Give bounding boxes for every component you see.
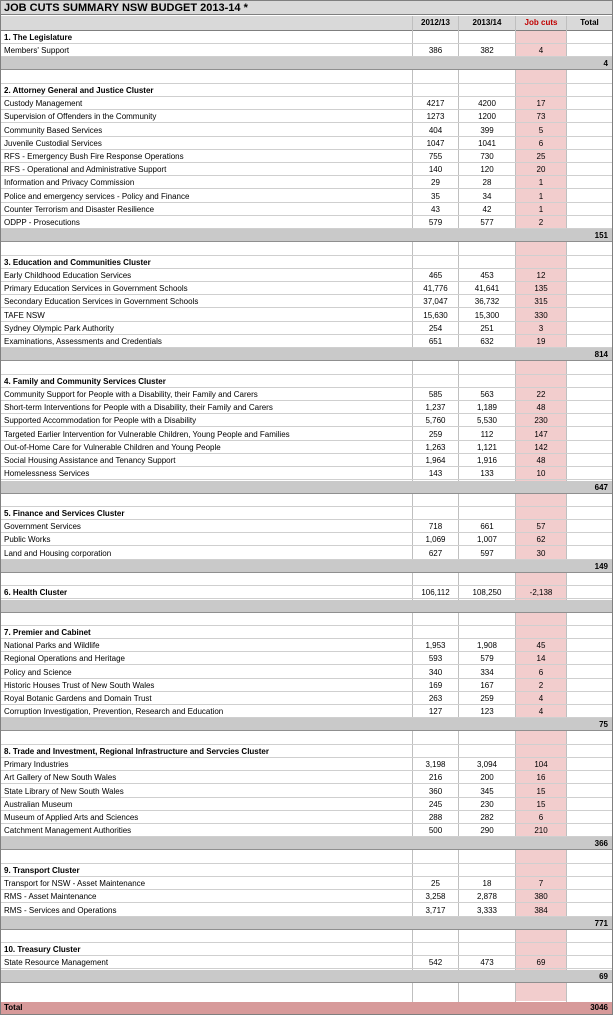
table-row: [1, 428, 612, 441]
cell-2012-13: 651: [428, 337, 443, 347]
spacer-row: [1, 851, 612, 864]
cell-job-cuts: 315: [534, 297, 548, 307]
table-row: [1, 282, 612, 295]
cell-2013-14: 577: [480, 218, 494, 228]
section-title: 3. Education and Communities Cluster: [4, 257, 151, 267]
row-label: Royal Botanic Gardens and Domain Trust: [4, 694, 152, 703]
section-subtotal: 647: [594, 482, 608, 492]
cell-2013-14: 282: [480, 813, 494, 822]
cell-job-cuts: 210: [534, 826, 548, 836]
cell-job-cuts: -2,138: [529, 588, 553, 598]
section-subtotal: 75: [599, 720, 608, 730]
section-title: 1. The Legislature: [4, 33, 73, 42]
section-subtotal: 366: [594, 839, 608, 849]
cell-2013-14: 334: [480, 667, 494, 677]
row-label: Short-term Interventions for People with a Disability, their Family and Carers: [4, 403, 273, 413]
cell-job-cuts: 2: [538, 680, 544, 690]
table-row: [1, 44, 612, 57]
cell-2012-13: 1,237: [425, 403, 446, 413]
cell-job-cuts: 16: [536, 773, 546, 783]
spacer-row: [1, 362, 612, 375]
cell-2012-13: 386: [428, 46, 443, 56]
cell-2013-14: 120: [480, 165, 494, 175]
cell-2012-13: 143: [428, 469, 443, 479]
row-label: Homelessness Services: [4, 469, 90, 479]
section-subtotal: 69: [599, 971, 608, 981]
cell-2013-14: 3,333: [476, 905, 498, 915]
section-subtotal: 149: [594, 561, 608, 571]
table-row: [1, 414, 612, 427]
cell-2013-14: 399: [480, 125, 494, 135]
cell-2013-14: 345: [480, 786, 494, 796]
cell-job-cuts: 22: [536, 389, 546, 399]
table-row: [1, 97, 612, 110]
cell-job-cuts: 73: [536, 112, 546, 122]
cell-2012-13: 542: [428, 958, 443, 968]
row-label: Museum of Applied Arts and Sciences: [4, 813, 139, 822]
table-row: [1, 890, 612, 903]
table-row: [1, 190, 612, 203]
row-label: Land and Housing corporation: [4, 548, 112, 558]
table-row: [1, 203, 612, 216]
table-row: [1, 269, 612, 282]
table-row: [1, 150, 612, 163]
section-subtotal-row: [1, 917, 612, 930]
section-subtotal: 4: [603, 59, 608, 69]
cell-2013-14: 473: [480, 958, 494, 968]
table-row: [1, 758, 612, 771]
row-label: Catchment Management Authorities: [4, 826, 132, 836]
section-title: 5. Finance and Services Cluster: [4, 508, 125, 518]
row-label: Social Housing Assistance and Tenancy Support: [4, 456, 176, 465]
cell-job-cuts: 15: [536, 786, 546, 796]
table-row: [1, 110, 612, 123]
cell-2012-13: 1,263: [425, 442, 446, 452]
section-header: [1, 375, 612, 388]
cell-2012-13: 3,717: [425, 905, 446, 915]
row-label: Juvenile Custodial Services: [4, 138, 102, 148]
spacer-row: [1, 494, 612, 507]
cell-2013-14: 34: [482, 191, 492, 201]
row-label: RMS - Asset Maintenance: [4, 892, 97, 902]
cell-2013-14: 123: [480, 707, 494, 717]
table-row: [1, 547, 612, 560]
section-subtotal-row: [1, 348, 612, 361]
cell-job-cuts: 57: [536, 522, 546, 532]
table-row: [1, 705, 612, 718]
cell-2013-14: 1,007: [476, 535, 498, 545]
row-label: National Parks and Wildlife: [4, 641, 100, 651]
row-label: Information and Privacy Commission: [4, 178, 135, 188]
cell-2012-13: 216: [428, 773, 443, 783]
cell-2013-14: 382: [480, 46, 494, 56]
row-label: Targeted Earlier Intervention for Vulnerable Children, Young People and Families: [4, 429, 290, 439]
cell-2012-13: 140: [428, 165, 443, 175]
cell-2012-13: 41,776: [423, 284, 448, 294]
cell-2013-14: 1041: [478, 138, 496, 148]
cell-2013-14: 1,916: [476, 456, 498, 465]
cell-job-cuts: 4: [538, 707, 544, 717]
section-header: [1, 31, 612, 44]
cell-2012-13: 25: [431, 879, 440, 889]
row-label: RFS - Emergency Bush Fire Response Operations: [4, 152, 184, 161]
cell-job-cuts: 12: [536, 271, 546, 280]
row-label: Counter Terrorism and Disaster Resilience: [4, 204, 155, 214]
row-label: Policy and Science: [4, 667, 72, 677]
cell-2012-13: 254: [428, 323, 443, 333]
table-row: [1, 309, 612, 322]
grand-total-value: 3046: [590, 1003, 608, 1012]
cell-job-cuts: 19: [536, 337, 546, 347]
sheet-title: JOB CUTS SUMMARY NSW BUDGET 2013-14 *: [1, 1, 612, 15]
section-subtotal-row: [1, 600, 612, 613]
cell-2012-13: 106,112: [421, 588, 450, 598]
header-2012-13: 2012/13: [421, 18, 450, 27]
row-label: Community Support for People with a Disability, their Family and Carers: [4, 389, 258, 399]
cell-2013-14: 18: [482, 879, 492, 889]
cell-2013-14: 251: [480, 323, 494, 333]
section-title: 2. Attorney General and Justice Cluster: [4, 85, 154, 95]
cell-2012-13: 35: [431, 191, 440, 201]
cell-job-cuts: 6: [538, 667, 544, 677]
row-label: Out-of-Home Care for Vulnerable Children and Young People: [4, 442, 221, 452]
row-label: Public Works: [4, 535, 51, 545]
row-label: RFS - Operational and Administrative Support: [4, 165, 167, 175]
cell-2012-13: 3,198: [425, 760, 446, 770]
row-label: Community Based Services: [4, 125, 103, 135]
row-label: Transport for NSW - Asset Maintenance: [4, 879, 146, 889]
cell-job-cuts: 17: [536, 99, 546, 109]
cell-2013-14: 597: [480, 548, 494, 558]
cell-job-cuts: 6: [538, 813, 544, 822]
section-header: [1, 864, 612, 877]
table-row: [1, 824, 612, 837]
section-subtotal-row: [1, 229, 612, 242]
cell-job-cuts: 10: [536, 469, 546, 479]
cell-2012-13: 718: [428, 522, 443, 532]
table-row: [1, 956, 612, 969]
header-2013-14: 2013/14: [472, 18, 502, 27]
cell-2013-14: 1,908: [476, 641, 498, 651]
section-subtotal-row: [1, 718, 612, 731]
cell-2013-14: 200: [480, 773, 494, 783]
cell-2013-14: 661: [480, 522, 494, 532]
section-title: 4. Family and Community Services Cluster: [4, 376, 166, 386]
row-label: Supported Accommodation for People with a Disability: [4, 416, 197, 426]
cell-job-cuts: 4: [538, 694, 544, 703]
cell-2013-14: 453: [480, 271, 494, 280]
cell-job-cuts: 25: [536, 152, 546, 161]
cell-job-cuts: 7: [538, 879, 544, 889]
row-label: Primary Industries: [4, 760, 69, 770]
row-label: Custody Management: [4, 99, 83, 109]
cell-2012-13: 465: [428, 271, 443, 280]
cell-2012-13: 593: [428, 654, 443, 664]
cell-job-cuts: 1: [538, 204, 544, 214]
cell-2013-14: 2,878: [476, 892, 498, 902]
cell-job-cuts: 2: [538, 218, 544, 228]
table-row: [1, 520, 612, 533]
table-row: [1, 877, 612, 890]
cell-job-cuts: 330: [534, 310, 548, 320]
spacer-row: [1, 243, 612, 256]
table-row: [1, 322, 612, 335]
table-row: [1, 176, 612, 189]
row-label: ODPP - Prosecutions: [4, 218, 80, 228]
row-label: Early Childhood Education Services: [4, 271, 132, 280]
section-subtotal-row: [1, 481, 612, 494]
table-row: [1, 216, 612, 229]
table-row: [1, 335, 612, 348]
row-label: Police and emergency services - Policy and Finance: [4, 191, 190, 201]
table-row: [1, 467, 612, 480]
cell-2013-14: 15,300: [474, 310, 500, 320]
row-label: Historic Houses Trust of New South Wales: [4, 680, 155, 690]
spacer-row: [1, 573, 612, 586]
spacer-row: [1, 930, 612, 943]
cell-2013-14: 632: [480, 337, 494, 347]
table-row: [1, 904, 612, 917]
cell-2013-14: 259: [480, 694, 494, 703]
table-row: [1, 401, 612, 414]
spacer-row: [1, 732, 612, 745]
cell-2013-14: 112: [480, 429, 494, 439]
section-title: 6. Health Cluster: [4, 588, 68, 598]
cell-job-cuts: 48: [536, 403, 546, 413]
cell-2013-14: 1,121: [476, 442, 498, 452]
cell-2012-13: 1,964: [425, 456, 446, 465]
cell-job-cuts: 147: [534, 429, 548, 439]
cell-2012-13: 37,047: [423, 297, 448, 307]
row-label: State Resource Management: [4, 958, 109, 968]
section-subtotal-row: [1, 560, 612, 573]
cell-job-cuts: 30: [536, 548, 546, 558]
cell-2012-13: 3,258: [425, 892, 446, 902]
cell-2012-13: 169: [428, 680, 443, 690]
cell-job-cuts: 1: [538, 191, 544, 201]
row-label: Art Gallery of New South Wales: [4, 773, 117, 783]
row-label: Regional Operations and Heritage: [4, 654, 125, 664]
cell-job-cuts: 4: [538, 46, 544, 56]
cell-job-cuts: 104: [534, 760, 548, 770]
cell-2012-13: 259: [428, 429, 443, 439]
cell-2012-13: 627: [428, 548, 443, 558]
cell-job-cuts: 5: [538, 125, 544, 135]
cell-2013-14: 4200: [478, 99, 496, 109]
cell-2013-14: 36,732: [474, 297, 500, 307]
cell-2013-14: 563: [480, 389, 494, 399]
section-subtotal: 814: [594, 350, 608, 360]
cell-2012-13: 579: [428, 218, 443, 228]
section-header: [1, 626, 612, 639]
table-row: [1, 771, 612, 784]
cell-2013-14: 1200: [478, 112, 496, 122]
cell-2012-13: 5,760: [425, 416, 446, 426]
cell-job-cuts: 1: [538, 178, 544, 188]
grand-total-row: [1, 1002, 612, 1014]
cell-job-cuts: 20: [536, 165, 546, 175]
table-row: [1, 798, 612, 811]
cell-job-cuts: 3: [538, 323, 544, 333]
spacer-row: [1, 613, 612, 626]
row-label: TAFE NSW: [4, 310, 45, 320]
cell-2013-14: 28: [482, 178, 492, 188]
cell-job-cuts: 230: [534, 416, 548, 426]
cell-2012-13: 4217: [426, 99, 445, 109]
cell-job-cuts: 135: [534, 284, 548, 294]
cell-2012-13: 15,630: [423, 310, 448, 320]
cell-2013-14: 167: [480, 680, 494, 690]
column-header-row: [1, 16, 612, 31]
table-row: [1, 137, 612, 150]
table-row: [1, 295, 612, 308]
header-total: Total: [580, 18, 599, 27]
section-header: [1, 745, 612, 758]
table-row: [1, 666, 612, 679]
section-header: [1, 943, 612, 956]
cell-2013-14: 290: [480, 826, 494, 836]
cell-2013-14: 3,094: [476, 760, 498, 770]
cell-job-cuts: 6: [538, 138, 544, 148]
table-row: [1, 533, 612, 546]
cell-job-cuts: 45: [536, 641, 546, 651]
cell-job-cuts: 142: [534, 442, 548, 452]
cell-2012-13: 1,069: [425, 535, 446, 545]
row-label: Government Services: [4, 522, 81, 532]
cell-2013-14: 42: [482, 204, 492, 214]
table-row: [1, 163, 612, 176]
cell-job-cuts: 14: [536, 654, 546, 664]
row-label: Primary Education Services in Government Schools: [4, 284, 188, 294]
cell-2012-13: 585: [428, 389, 443, 399]
cell-2012-13: 1,953: [425, 641, 446, 651]
section-header: [1, 507, 612, 520]
cell-job-cuts: 69: [536, 958, 546, 968]
section-subtotal: 151: [594, 231, 608, 241]
cell-2013-14: 730: [480, 152, 494, 161]
cell-job-cuts: 62: [536, 535, 546, 545]
row-label: Examinations, Assessments and Credentials: [4, 337, 162, 347]
section-header: [1, 586, 612, 599]
cell-2012-13: 288: [428, 813, 443, 822]
row-label: State Library of New South Wales: [4, 786, 124, 796]
cell-2012-13: 1047: [426, 138, 445, 148]
section-header: [1, 256, 612, 269]
row-label: Corruption Investigation, Prevention, Research and Education: [4, 707, 224, 717]
table-row: [1, 679, 612, 692]
table-row: [1, 124, 612, 137]
cell-job-cuts: 384: [534, 905, 548, 915]
cell-2012-13: 1273: [426, 112, 445, 122]
row-label: Secondary Education Services in Government Schools: [4, 297, 199, 307]
table-row: [1, 692, 612, 705]
grand-total-label: Total: [4, 1003, 23, 1012]
section-header: [1, 84, 612, 97]
section-subtotal: 771: [594, 918, 608, 928]
table-row: [1, 639, 612, 652]
cell-2012-13: 404: [428, 125, 443, 135]
table-row: [1, 441, 612, 454]
cell-2012-13: 263: [428, 694, 443, 703]
cell-2013-14: 5,530: [476, 416, 498, 426]
cell-2012-13: 245: [428, 799, 443, 809]
row-label: Members' Support: [4, 46, 70, 56]
row-label: Sydney Olympic Park Authority: [4, 323, 114, 333]
table-row: [1, 454, 612, 467]
cell-2013-14: 230: [480, 799, 494, 809]
spacer-row: [1, 71, 612, 84]
table-row: [1, 652, 612, 665]
cell-job-cuts: 15: [536, 799, 546, 809]
cell-2012-13: 29: [431, 178, 440, 188]
cell-2013-14: 1,189: [476, 403, 498, 413]
cell-2012-13: 43: [431, 204, 440, 214]
row-label: RMS - Services and Operations: [4, 905, 117, 915]
section-subtotal-row: [1, 57, 612, 70]
section-title: 9. Transport Cluster: [4, 865, 80, 875]
table-row: [1, 388, 612, 401]
cell-job-cuts: 48: [536, 456, 546, 465]
cell-2013-14: 108,250: [472, 588, 502, 598]
cell-2012-13: 340: [428, 667, 443, 677]
section-title: 10. Treasury Cluster: [4, 945, 81, 955]
row-label: Supervision of Offenders in the Community: [4, 112, 157, 122]
section-subtotal-row: [1, 837, 612, 850]
cell-2012-13: 500: [428, 826, 443, 836]
cell-2012-13: 127: [428, 707, 443, 717]
section-title: 7. Premier and Cabinet: [4, 627, 91, 637]
cell-2013-14: 579: [480, 654, 494, 664]
cell-2012-13: 360: [428, 786, 443, 796]
cell-2012-13: 755: [428, 152, 443, 161]
section-title: 8. Trade and Investment, Regional Infrastructure and Servcies Cluster: [4, 746, 269, 756]
table-row: [1, 785, 612, 798]
table-row: [1, 811, 612, 824]
cell-2013-14: 133: [480, 469, 494, 479]
row-label: Australian Museum: [4, 799, 73, 809]
header-job-cuts: Job cuts: [524, 18, 558, 27]
section-subtotal-row: [1, 970, 612, 983]
cell-job-cuts: 380: [534, 892, 548, 902]
cell-2013-14: 41,641: [474, 284, 500, 294]
